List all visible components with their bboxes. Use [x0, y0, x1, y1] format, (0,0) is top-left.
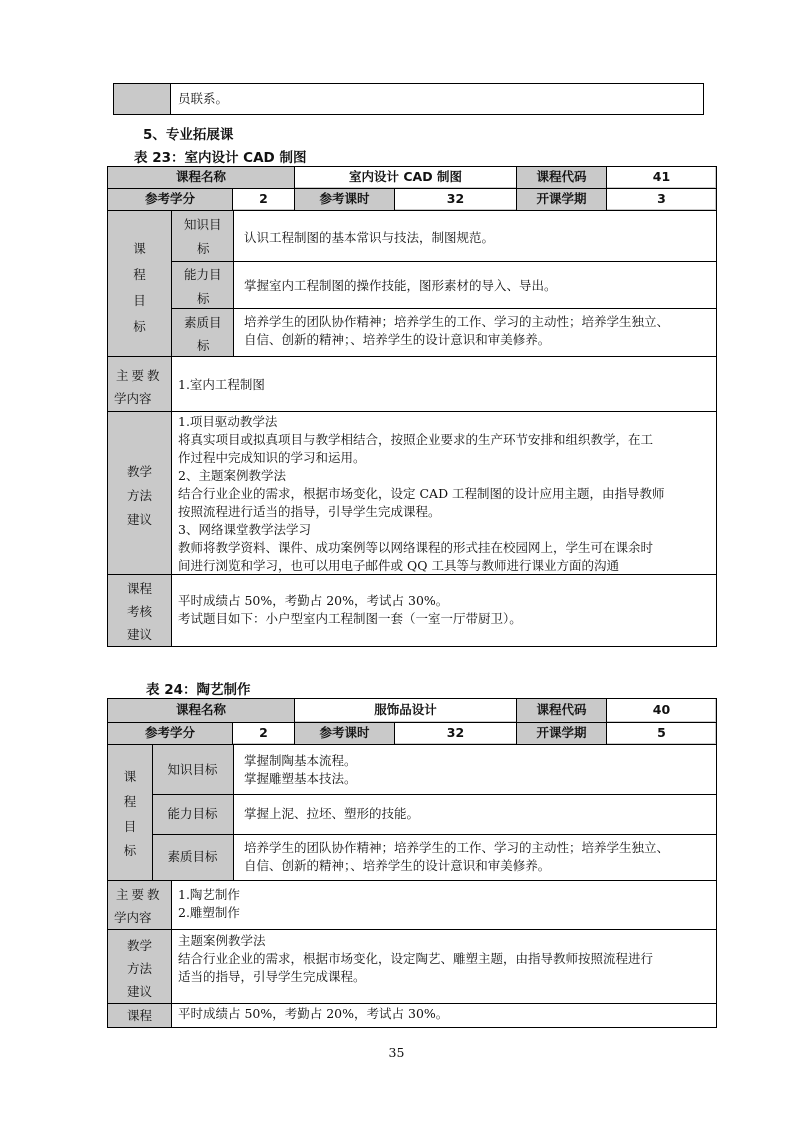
table-24-caption: 表 24：陶艺制作: [146, 682, 251, 698]
course-name-label: 课程名称: [175, 702, 226, 717]
course-code-label: 课程代码: [536, 702, 587, 717]
hours-value: 32: [446, 725, 465, 740]
hours-label: 参考课时: [319, 725, 370, 740]
knowledge-goal-text: 认识工程制图的基本常识与技法，制图规范。: [244, 230, 495, 245]
ability-goal-text: 掌握室内工程制图的操作技能，图形素材的导入、导出。: [244, 278, 557, 293]
ability-goal-label: 能力目标: [167, 806, 218, 821]
main-content-text: 1.室内工程制图: [178, 377, 265, 392]
term-label: 开课学期: [536, 725, 587, 740]
course-code-value: 40: [652, 702, 671, 717]
course-name-value: 室内设计 CAD 制图: [349, 169, 462, 184]
assessment-label: 课程: [126, 1008, 152, 1023]
course-code-value: 41: [652, 169, 671, 184]
hours-label: 参考课时: [319, 191, 370, 206]
assessment-text: 平时成绩占 50%，考勤占 20%，考试占 30%。: [178, 1006, 449, 1021]
term-value: 3: [657, 191, 666, 206]
credit-label: 参考学分: [144, 191, 195, 206]
hours-value: 32: [446, 191, 465, 206]
term-value: 5: [657, 725, 666, 740]
course-name-label: 课程名称: [175, 169, 226, 184]
credit-value: 2: [259, 191, 268, 206]
knowledge-goal-label: 知识目标: [167, 762, 218, 777]
credit-label: 参考学分: [144, 725, 195, 740]
continuation-text: 员联系。: [178, 91, 229, 106]
table-23-caption: 表 23：室内设计 CAD 制图: [134, 150, 307, 166]
course-name-value: 服饰品设计: [374, 702, 437, 717]
ability-goal-text: 掌握上泥、拉坯、塑形的技能。: [244, 806, 420, 821]
term-label: 开课学期: [536, 191, 587, 206]
credit-value: 2: [259, 725, 268, 740]
course-code-label: 课程代码: [536, 169, 587, 184]
section-heading: 5、专业拓展课: [143, 127, 234, 143]
page-number: 35: [388, 1045, 405, 1060]
quality-goal-label: 素质目标: [167, 849, 218, 864]
